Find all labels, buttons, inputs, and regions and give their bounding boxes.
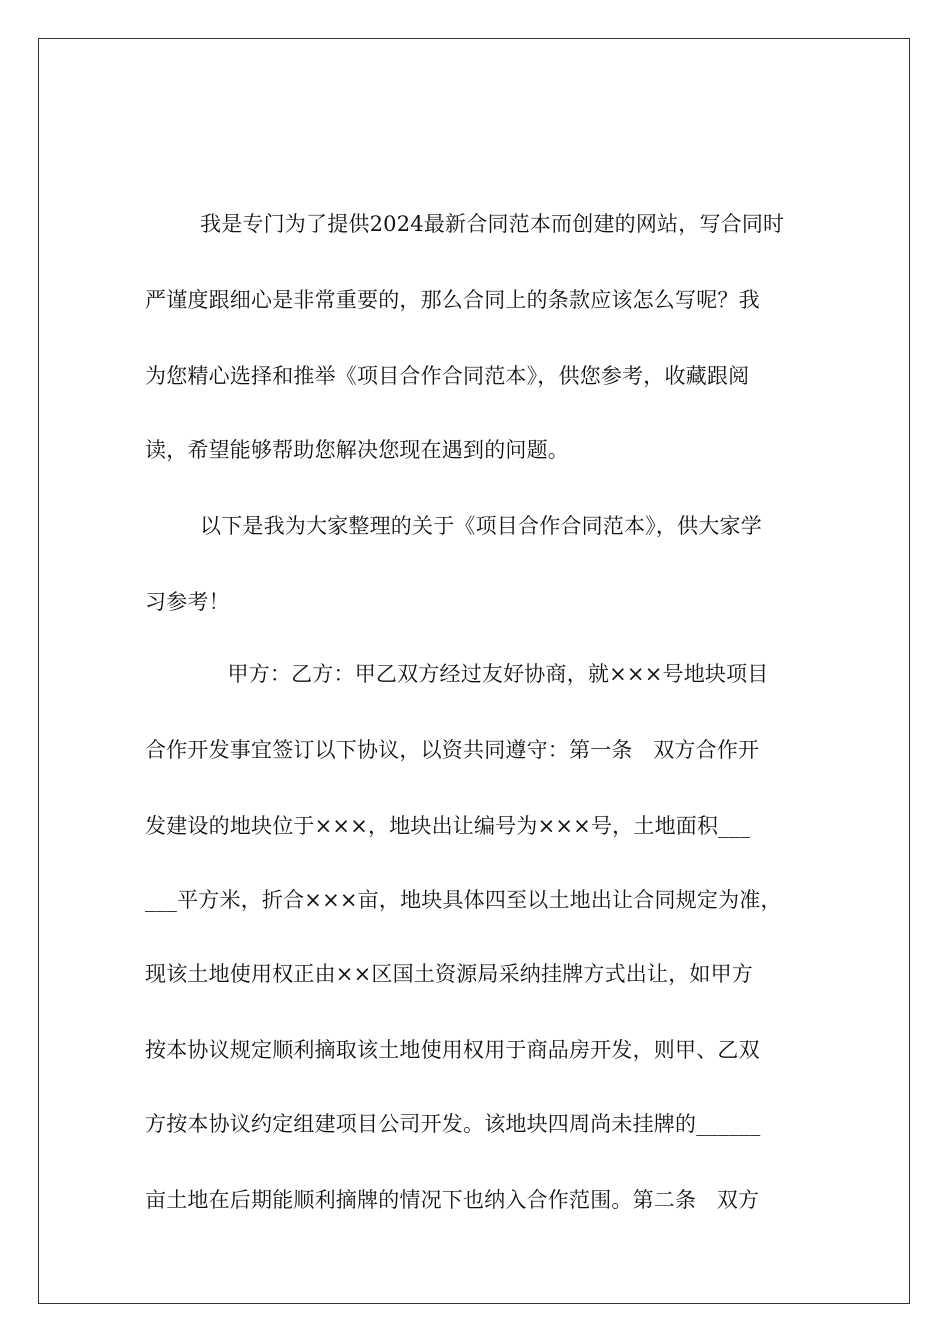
text-line: 按本协议规定顺利摘取该土地使用权用于商品房开发，则甲、乙双 [145, 1038, 760, 1062]
text-line: 习参考！ [145, 590, 230, 614]
text-line: 发建设的地块位于×××，地块出让编号为×××号，土地面积___ [145, 814, 751, 838]
text-line: 甲方：乙方：甲乙双方经过友好协商，就×××号地块项目 [145, 662, 769, 686]
text-line: 亩土地在后期能顺利摘牌的情况下也纳入合作范围。第二条 双方 [145, 1188, 760, 1212]
text-line: 读，希望能够帮助您解决您现在遇到的问题。 [145, 438, 569, 462]
text-line: 现该土地使用权正由××区国土资源局采纳挂牌方式出让，如甲方 [145, 962, 753, 986]
text-line: ___平方米，折合×××亩，地块具体四至以土地出让合同规定为准， [145, 888, 782, 912]
text-line: 合作开发事宜签订以下协议，以资共同遵守：第一条 双方合作开 [145, 738, 760, 762]
text-line: 严谨度跟细心是非常重要的，那么合同上的条款应该怎么写呢？我 [145, 288, 760, 312]
text-line: 以下是我为大家整理的关于《项目合作合同范本》，供大家学 [145, 514, 762, 538]
text-line: 为您精心选择和推举《项目合作合同范本》，供您参考，收藏跟阅 [145, 364, 750, 388]
text-line: 方按本协议约定组建项目公司开发。该地块四周尚未挂牌的______ [145, 1112, 761, 1136]
text-line: 我是专门为了提供2024最新合同范本而创建的网站，写合同时 [145, 212, 785, 236]
